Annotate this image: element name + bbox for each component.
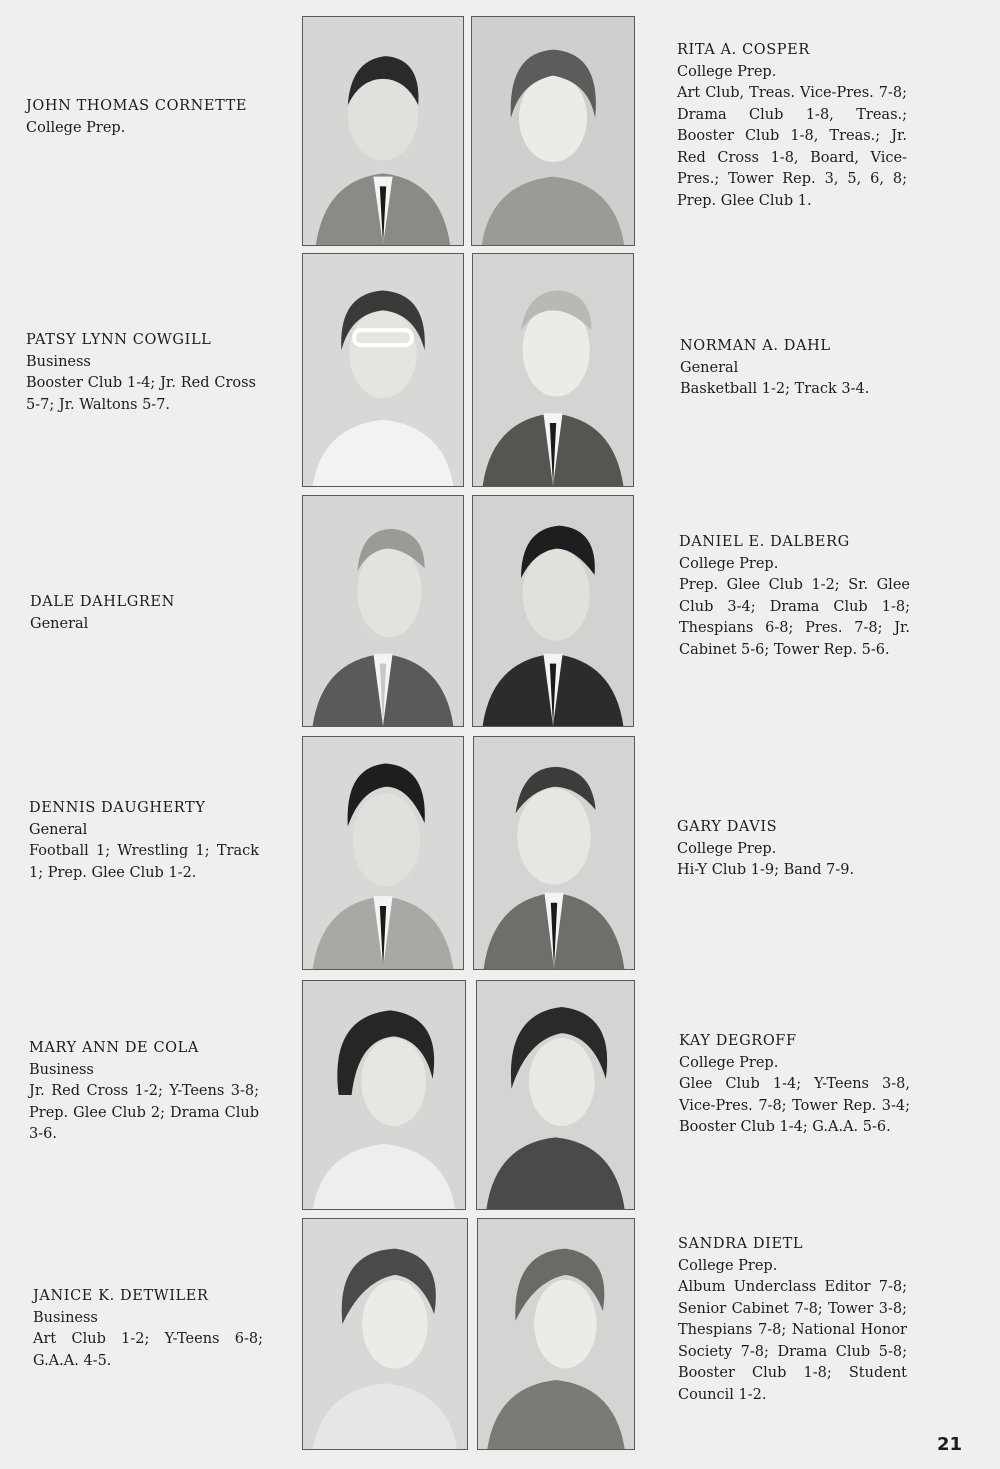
student-course: Business xyxy=(29,1061,94,1078)
student-course: College Prep. xyxy=(26,119,126,136)
student-portrait-photo xyxy=(302,16,464,246)
student-activities: Art Club, Treas. Vice-Pres. 7-8; Drama Club 1-8, Treas.; Booster Club 1-8, Treas.; Jr. Red Cross 1-8, Board, Vice-Pres.; Tower Rep. 3, 5, 6, 8; Prep. Glee Club 1. xyxy=(677,85,907,209)
student-course: College Prep. xyxy=(677,63,777,80)
student-course: General xyxy=(29,821,88,838)
student-name: MARY ANN DE COLA xyxy=(29,1040,199,1056)
student-portrait-photo xyxy=(302,1218,468,1450)
student-entry-left xyxy=(29,798,259,884)
student-portrait-photo xyxy=(472,495,634,727)
student-entry-left xyxy=(33,1286,263,1372)
student-name: GARY DAVIS xyxy=(677,819,778,835)
student-portrait-photo xyxy=(477,1218,635,1450)
student-name: DANIEL E. DALBERG xyxy=(679,534,850,550)
student-name: SANDRA DIETL xyxy=(678,1236,804,1252)
student-course: General xyxy=(30,615,89,632)
student-entry-right xyxy=(677,40,907,212)
student-activities: Booster Club 1-4; Jr. Red Cross 5-7; Jr. Waltons 5-7. xyxy=(26,375,256,413)
student-name: DALE DAHLGREN xyxy=(30,594,175,610)
student-entry-right xyxy=(677,817,907,882)
student-entry-left xyxy=(30,592,260,635)
student-course: College Prep. xyxy=(679,555,779,572)
student-portrait-photo xyxy=(302,736,464,970)
student-name: DENNIS DAUGHERTY xyxy=(29,800,206,816)
student-activities: Jr. Red Cross 1-2; Y-Teens 3-8; Prep. Glee Club 2; Drama Club 3-6. xyxy=(29,1083,259,1142)
student-activities: Album Underclass Editor 7-8; Senior Cabinet 7-8; Tower 3-8; Thespians 7-8; National Honor Society 7-8; Drama Club 5-8; Booster Club 1-8; Student Council 1-2. xyxy=(678,1279,907,1403)
student-course: College Prep. xyxy=(678,1257,778,1274)
student-name: JOHN THOMAS CORNETTE xyxy=(26,98,248,114)
student-name: JANICE K. DETWILER xyxy=(33,1288,209,1304)
student-course: College Prep. xyxy=(679,1054,779,1071)
student-portrait-photo xyxy=(302,495,464,727)
student-entry-right xyxy=(679,532,910,661)
page-number: 21 xyxy=(936,1434,962,1455)
student-portrait-photo xyxy=(471,16,635,246)
student-portrait-photo xyxy=(472,253,634,487)
student-portrait-photo xyxy=(476,980,635,1210)
student-portrait-photo xyxy=(473,736,635,970)
student-course: College Prep. xyxy=(677,840,777,857)
student-activities: Prep. Glee Club 1-2; Sr. Glee Club 3-4; Drama Club 1-8; Thespians 6-8; Pres. 7-8; Jr. Cabinet 5-6; Tower Rep. 5-6. xyxy=(679,577,910,658)
student-portrait-photo xyxy=(302,980,466,1210)
student-entry-right xyxy=(680,336,910,401)
student-name: RITA A. COSPER xyxy=(677,42,810,58)
student-activities: Basketball 1-2; Track 3-4. xyxy=(680,381,870,397)
student-entry-right xyxy=(678,1234,907,1406)
student-activities: Glee Club 1-4; Y-Teens 3-8, Vice-Pres. 7-8; Tower Rep. 3-4; Booster Club 1-4; G.A.A. 5-6. xyxy=(679,1076,910,1135)
student-course: Business xyxy=(26,353,91,370)
student-name: NORMAN A. DAHL xyxy=(680,338,831,354)
student-activities: Hi-Y Club 1-9; Band 7-9. xyxy=(677,862,855,878)
student-name: KAY DEGROFF xyxy=(679,1033,797,1049)
student-activities: Art Club 1-2; Y-Teens 6-8; G.A.A. 4-5. xyxy=(33,1331,263,1369)
student-portrait-photo xyxy=(302,253,464,487)
student-entry-right xyxy=(679,1031,910,1139)
student-entry-left xyxy=(26,96,256,139)
student-course: General xyxy=(680,359,739,376)
student-activities: Football 1; Wrestling 1; Track 1; Prep. Glee Club 1-2. xyxy=(29,843,259,881)
student-name: PATSY LYNN COWGILL xyxy=(26,332,212,348)
student-course: Business xyxy=(33,1309,98,1326)
student-entry-left xyxy=(29,1038,259,1146)
student-entry-left xyxy=(26,330,256,416)
